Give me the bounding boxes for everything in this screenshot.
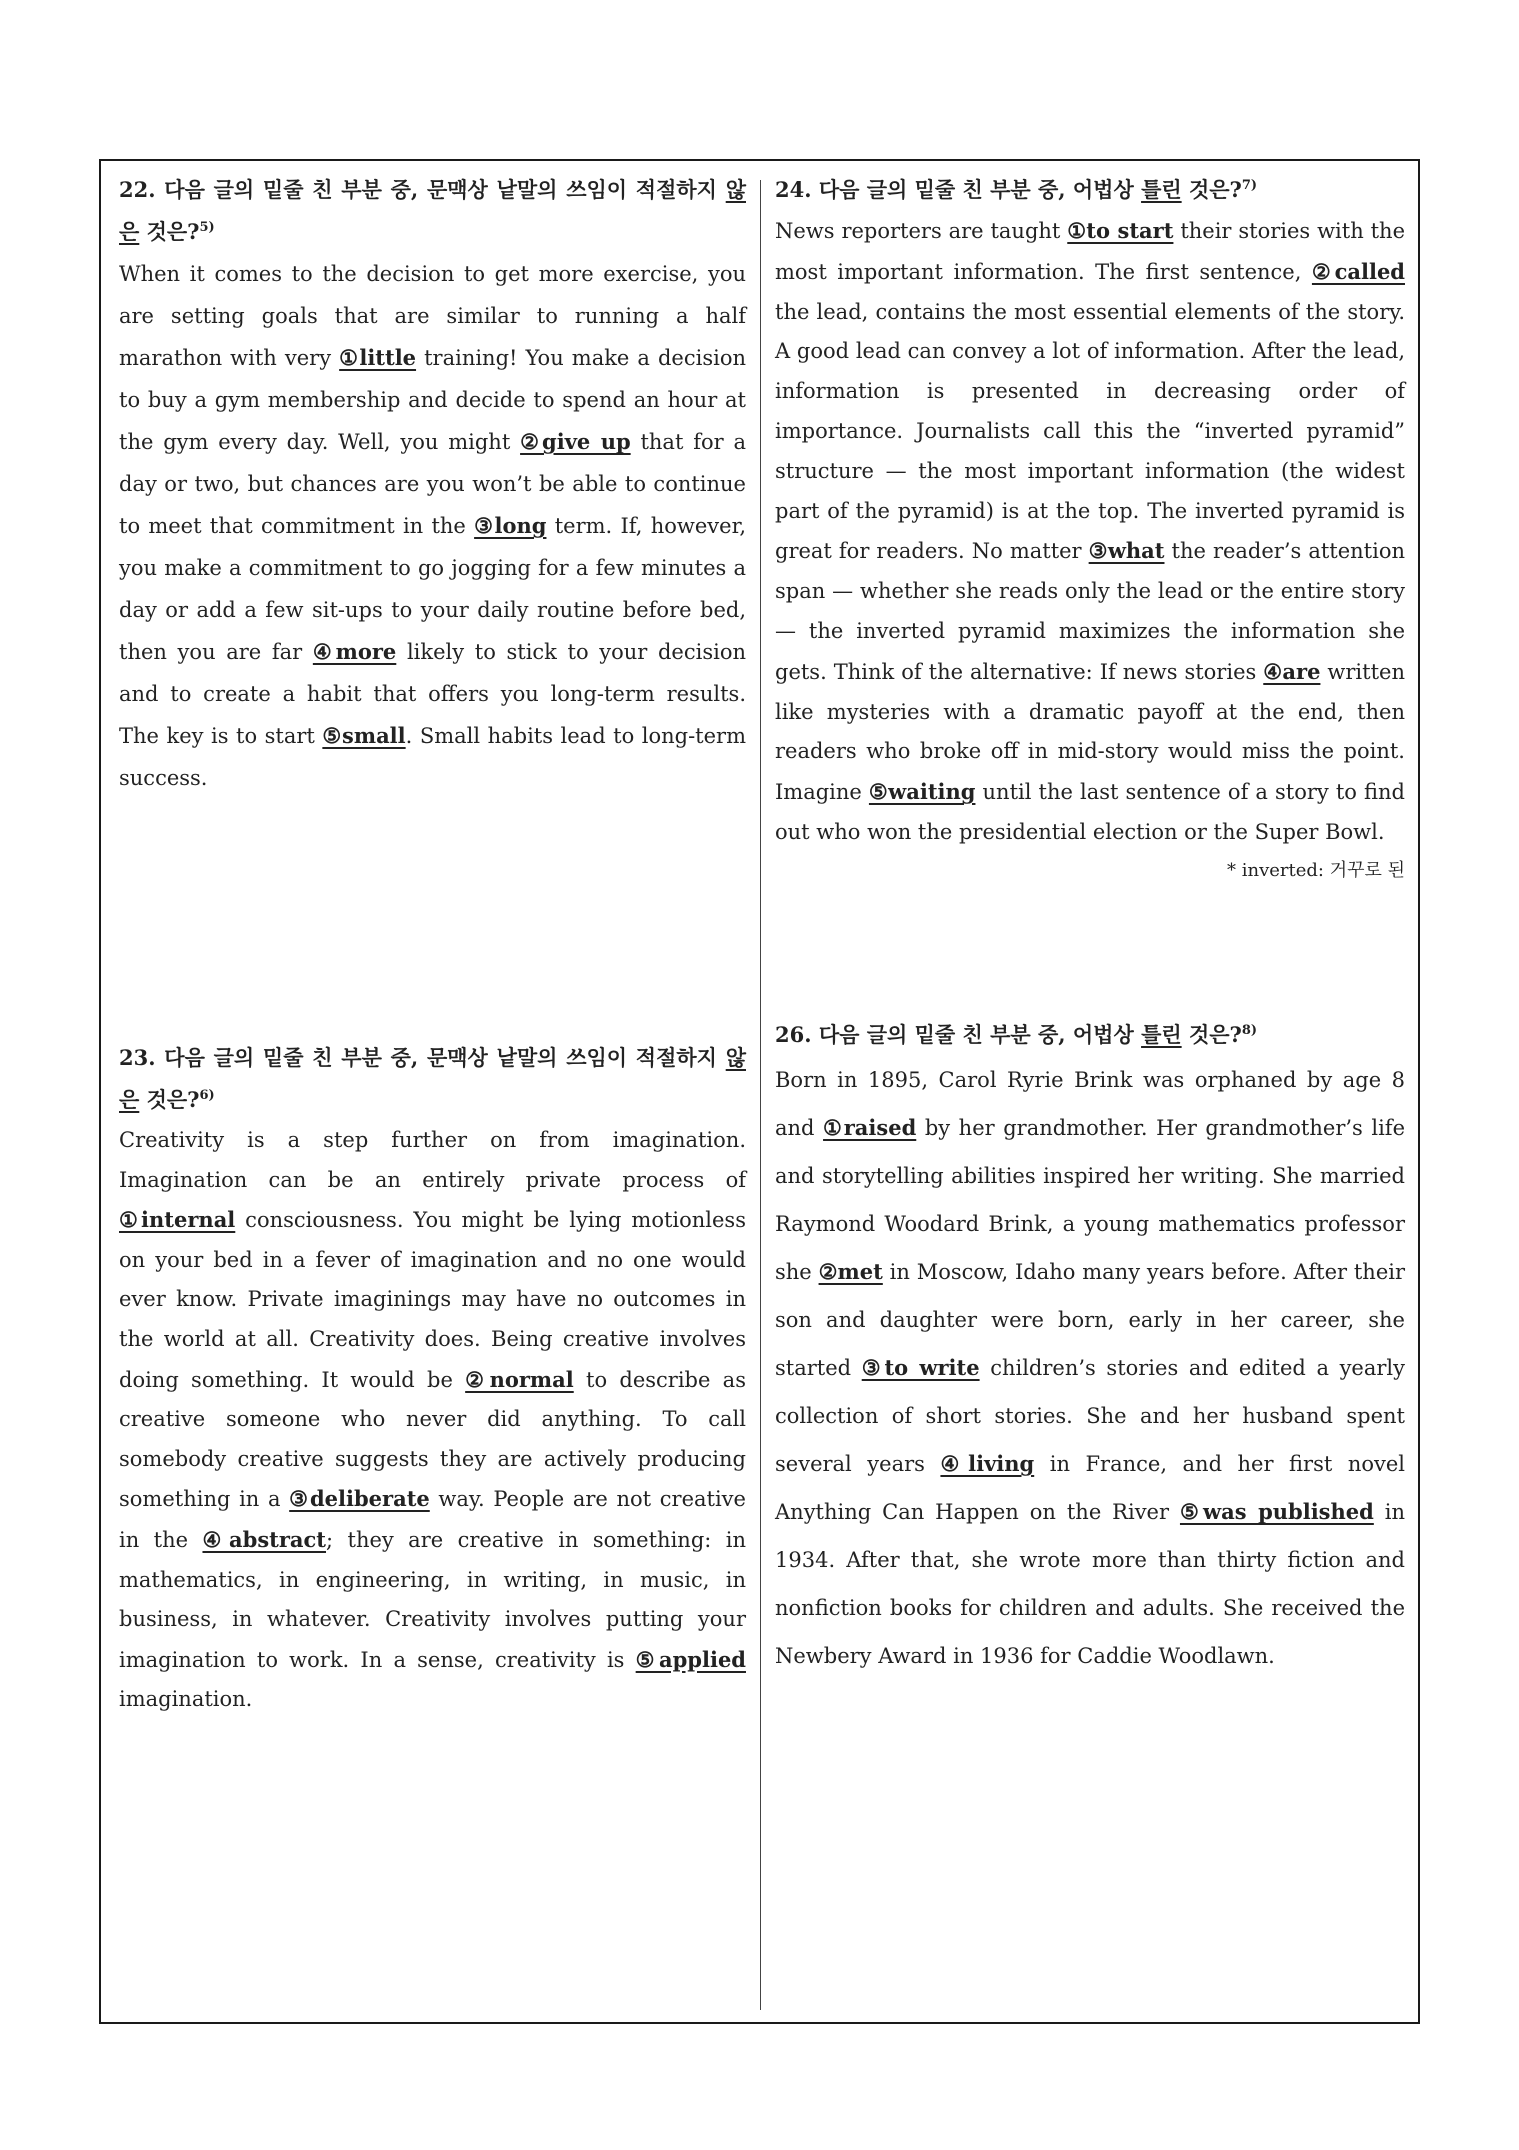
underlined-choice-2: ②met: [818, 1259, 883, 1284]
underlined-choice-4: ④abstract: [202, 1526, 327, 1552]
question-24-passage: News reporters are taught ①to start their stories with the most important information. The first sentence, ②called the lead, contains the most essential elements of the story. A good lead can convey a lot of information. After the lead, information is presented in decreasing order of importance. Journalists call this the “inverted pyramid” structure — the most important information (the widest part of the pyramid) is at the top. The inverted pyramid is great for readers. No matter ③what the reader’s attention span — whether she reads only the lead or the entire story — the inverted pyramid maximizes the information she gets. Think of the alternative: If news stories ④are written like mysteries with a dramatic payoff at the end, then readers who broke off in mid-story would miss the point. Imagine ⑤waiting until the last sentence of a story to find out who won the presidential election or the Super Bowl.: [775, 218, 1406, 844]
question-24: [775, 169, 1405, 889]
negation-word: 틀린: [1141, 1022, 1182, 1047]
underlined-choice-3: ③deliberate: [289, 1486, 430, 1512]
underlined-choice-4: ④are: [1263, 658, 1321, 684]
question-24-title: 24. 다음 글의 밑줄 친 부분 중, 어법상 틀린 것은?$^{7)}$: [775, 177, 1258, 202]
underlined-choice-2: ②give up: [520, 429, 631, 454]
underlined-choice-5: ⑤small: [322, 723, 406, 748]
question-26-passage: Born in 1895, Carol Ryrie Brink was orphaned by age 8 and ①raised by her grandmother. Her grandmother’s life and storytelling abilities inspired her writing. She married Raymond Woodard Brink, a young mathematics professor she ②met in Moscow, Idaho many years before. After their son and daughter were born, early in her career, she started ③to write children’s stories and edited a yearly collection of short stories. She and her husband spent several years ④living in France, and her first novel Anything Can Happen on the River ⑤was published in 1934. After that, she wrote more than thirty fiction and nonfiction books for children and adults. She received the Newbery Award in 1936 for Caddie Woodlawn.: [775, 1068, 1406, 1668]
footnote-ref: 5): [199, 220, 215, 235]
underlined-choice-1: ①to start: [1067, 218, 1174, 243]
underlined-choice-1: ①little: [339, 345, 417, 370]
underlined-choice-4: ④living: [940, 1451, 1035, 1476]
underlined-choice-5: ⑤was published: [1179, 1499, 1374, 1524]
underlined-choice-1: ①raised: [823, 1115, 917, 1140]
underlined-choice-3: ③what: [1088, 538, 1165, 564]
question-23: [119, 1037, 746, 1720]
negation-word: 틀린: [1141, 177, 1182, 202]
underlined-choice-3: ③to write: [861, 1355, 980, 1380]
question-22: [119, 169, 746, 799]
question-26: [775, 1014, 1405, 1680]
footnote-ref: 6): [199, 1088, 215, 1103]
underlined-choice-5: ⑤applied: [635, 1646, 746, 1672]
question-23-title: 23. 다음 글의 밑줄 친 부분 중, 문맥상 낱말의 쓰임이 적절하지 않은 것은?$^{6)}$: [119, 1045, 746, 1112]
underlined-choice-2: ②called: [1311, 258, 1405, 284]
underlined-choice-3: ③long: [474, 513, 547, 538]
footnote-ref: 8): [1241, 1023, 1258, 1038]
question-22-passage: When it comes to the decision to get more exercise, you are setting goals that are similar to running a half marathon with very ①little training! You make a decision to buy a gym membership and decide to spend an hour at the gym every day. Well, you might ②give up that for a day or two, but chances are you won’t be able to continue to meet that commitment in the ③long term. If, however, you make a commitment to go jogging for a few minutes a day or add a few sit-ups to your daily routine before bed, then you are far ④more likely to stick to your decision and to create a habit that offers you long-term results. The key is to start ⑤small. Small habits lead to long-term success.: [119, 262, 746, 790]
negation-word: 않은: [119, 177, 746, 244]
underlined-choice-1: ①internal: [119, 1207, 236, 1233]
underlined-choice-4: ④more: [312, 639, 397, 664]
question-23-passage: Creativity is a step further on from imagination. Imagination can be an entirely private process of ①internal consciousness. You might be lying motionless on your bed in a fever of imagination and no one would ever know. Private imaginings may have no outcomes in the world at all. Creativity does. Being creative involves doing something. It would be ②normal to describe as creative someone who never did anything. To call somebody creative suggests they are actively producing something in a ③deliberate way. People are not creative in the ④abstract; they are creative in something: in mathematics, in engineering, in writing, in music, in business, in whatever. Creativity involves putting your imagination to work. In a sense, creativity is ⑤applied imagination.: [119, 1128, 746, 1712]
negation-word: 않은: [119, 1045, 746, 1112]
underlined-choice-2: ②normal: [465, 1366, 574, 1392]
column-divider: [760, 180, 761, 2010]
underlined-choice-5: ⑤waiting: [868, 779, 976, 805]
footnote-ref: 7): [1241, 178, 1258, 193]
question-22-title: 22. 다음 글의 밑줄 친 부분 중, 문맥상 낱말의 쓰임이 적절하지 않은 것은?$^{5)}$: [119, 177, 746, 244]
vocabulary-footnote: * inverted: 거꾸로 된: [1227, 859, 1405, 881]
question-26-title: 26. 다음 글의 밑줄 친 부분 중, 어법상 틀린 것은?$^{8)}$: [775, 1022, 1258, 1047]
